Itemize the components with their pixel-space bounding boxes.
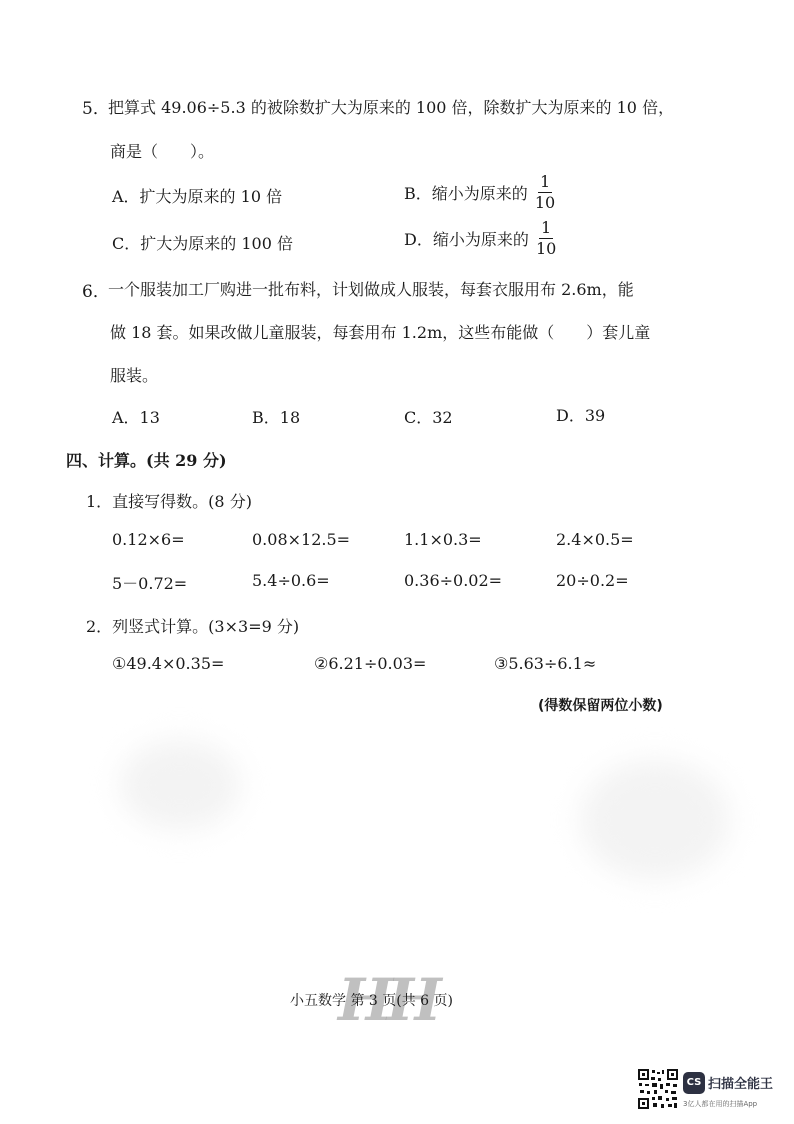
q5-option-b-fraction xyxy=(535,174,555,211)
q5-line1: 把算式 49.06÷5.3 的被除数扩大为原来的 100 倍，除数扩大为原来的 10 倍， xyxy=(108,98,675,117)
scan-smudge-left xyxy=(120,740,240,830)
page-footer: 小五数学 第 3 页(共 6 页) xyxy=(290,993,453,1009)
q5-option-b xyxy=(404,174,555,211)
rounding-note: (得数保留两位小数) xyxy=(538,698,663,714)
fraction-numerator: 1 xyxy=(541,218,552,237)
watermark-h-logo: HH xyxy=(338,966,436,1034)
part1-title: 1．直接写得数。(8 分) xyxy=(86,492,252,511)
fraction-denominator: 10 xyxy=(534,193,556,212)
calc-1-1: 0.12×6= xyxy=(112,530,185,549)
q5-option-a: A．扩大为原来的 10 倍 xyxy=(112,187,283,206)
scanner-brand: 扫描全能王 xyxy=(708,1077,774,1092)
fraction-numerator: 1 xyxy=(539,172,551,191)
q6-option-d: D．39 xyxy=(556,406,606,425)
calc-1-3: 1.1×0.3= xyxy=(404,530,482,549)
scanner-tagline: 3亿人都在用的扫描App xyxy=(683,1100,758,1108)
vertical-calc-3: ③5.63÷6.1≈ xyxy=(494,654,597,673)
calc-2-1: 5－0.72= xyxy=(112,574,188,593)
fraction-denominator: 10 xyxy=(535,239,557,258)
section4-title: 四、计算。(共 29 分) xyxy=(66,451,227,470)
q5-option-d-fraction xyxy=(536,220,556,257)
q5-line2: 商是（ ）。 xyxy=(110,142,215,161)
q6-line2: 做 18 套。如果改做儿童服装，每套用布 1.2m，这些布能做（ ）套儿童 xyxy=(110,323,651,342)
scan-smudge-right xyxy=(580,760,730,880)
calc-1-4: 2.4×0.5= xyxy=(556,530,634,549)
q6-option-c: C．32 xyxy=(404,408,453,427)
q5-option-d xyxy=(404,220,556,257)
q6-number: 6． xyxy=(82,282,110,302)
vertical-calc-1: ①49.4×0.35= xyxy=(112,654,225,673)
q6-line3: 服装。 xyxy=(110,366,159,385)
calc-2-3: 0.36÷0.02= xyxy=(404,571,503,590)
q5-number: 5． xyxy=(82,99,110,119)
part2-title: 2．列竖式计算。(3×3=9 分) xyxy=(86,617,300,636)
qr-code-icon xyxy=(637,1068,679,1110)
camscanner-logo-icon: CS xyxy=(683,1072,705,1094)
q5-option-b-text: B．缩小为原来的 xyxy=(404,184,528,203)
q5-option-d-text: D．缩小为原来的 xyxy=(404,230,529,249)
q6-option-a: A．13 xyxy=(112,408,160,427)
calc-1-2: 0.08×12.5= xyxy=(252,530,351,549)
q6-line1: 一个服装加工厂购进一批布料，计划做成人服装，每套衣服用布 2.6m，能 xyxy=(108,280,634,299)
calc-2-2: 5.4÷0.6= xyxy=(252,571,330,590)
q6-option-b: B．18 xyxy=(252,408,301,427)
q5-option-c: C．扩大为原来的 100 倍 xyxy=(112,234,293,253)
vertical-calc-2: ②6.21÷0.03= xyxy=(314,654,427,673)
calc-2-4: 20÷0.2= xyxy=(556,571,629,590)
